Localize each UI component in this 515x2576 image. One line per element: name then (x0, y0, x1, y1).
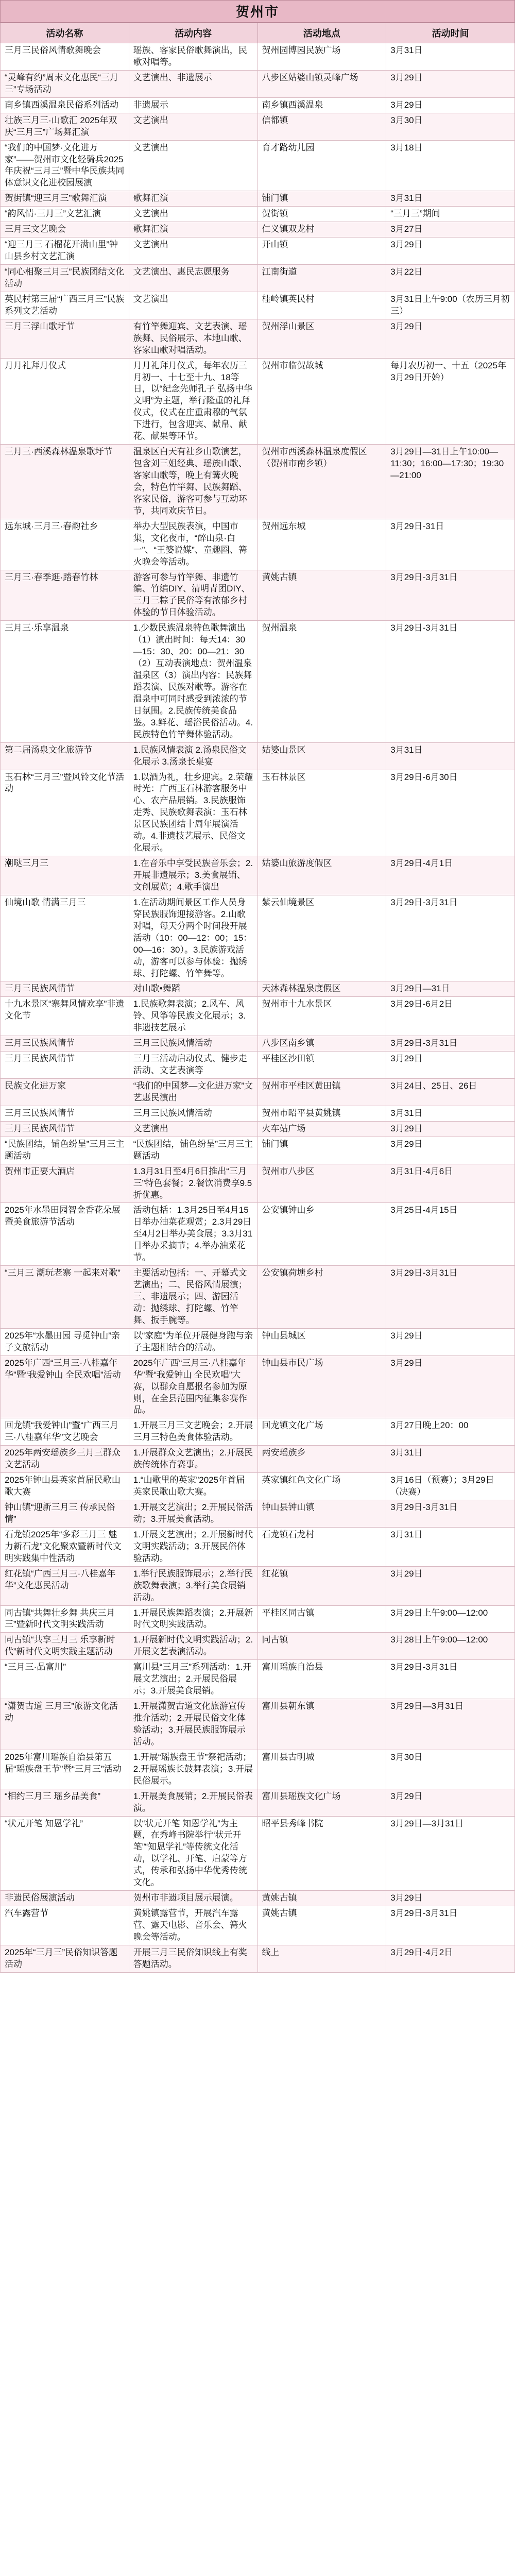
activity-content: 1.在活动期间景区工作人员身穿民族服饰迎接游客。2.山歌对唱，每天分两个时间段开展活动（10：00—12：00；15：00—16：30）。3.民族游戏活动，游客可以参与体验：抛绣球、打陀螺、竹竿舞等。 (129, 895, 258, 981)
activity-content: 主要活动包括：一、开幕式文艺演出；二、民俗风情展演；三、非遗展示；四、游园活动：抛绣球、打陀螺、竹竿舞、扳手腕等。 (129, 1266, 258, 1329)
table-row (1, 1418, 515, 1446)
activity-content: 黄姚镇露营节，开展汽车露营、露天电影、音乐会、篝火晚会等活动。 (129, 1906, 258, 1945)
table-row (1, 519, 515, 570)
activity-place: 钟山县市民广场 (258, 1355, 386, 1418)
activity-content: 文艺演出、惠民志愿服务 (129, 265, 258, 292)
activity-name: 贺街镇“迎三月三”歌舞汇演 (1, 191, 129, 207)
activity-name: 月月礼拜月仪式 (1, 358, 129, 445)
activity-name: “状元开笔 知恩学礼” (1, 1816, 129, 1891)
activity-time: 3月29日 (386, 1789, 515, 1816)
activity-place: 桂岭镇英民村 (258, 292, 386, 319)
activity-name: 三月三民俗风情歌舞晚会 (1, 43, 129, 71)
header-name: 活动名称 (1, 23, 129, 43)
activity-content: 文艺演出 (129, 140, 258, 191)
activity-place: 贺街镇 (258, 207, 386, 222)
activity-place: 平桂区同古镇 (258, 1605, 386, 1633)
table-row (1, 1164, 515, 1203)
table-row (1, 742, 515, 770)
activity-content: 1.开展文艺演出；2.开展民俗活动；3.开展美食活动。 (129, 1500, 258, 1528)
activity-time: 3月18日 (386, 140, 515, 191)
activity-time: 3月29日 (386, 1891, 515, 1906)
table-row (1, 97, 515, 113)
activity-place: 富川县瑶族文化广场 (258, 1789, 386, 1816)
activity-name: 三月三·西溪森林温泉歌圩节 (1, 445, 129, 519)
activity-content: 1.3月31日至4月6日推出“三月三”特色套餐；2.餐饮消费享9.5折优惠。 (129, 1164, 258, 1203)
activity-name: 三月三民族风情节 (1, 1036, 129, 1052)
activity-content: 文艺演出 (129, 207, 258, 222)
activity-time: 3月29日—3月31日 (386, 1816, 515, 1891)
table-row (1, 621, 515, 742)
table-row (1, 445, 515, 519)
activity-place: 贺州远东城 (258, 519, 386, 570)
activity-time: 3月29日-3月31日 (386, 570, 515, 621)
activity-name: 壮族三月三·山歌汇 2025年双庆“三月三”广场舞汇演 (1, 113, 129, 140)
activity-place: 玉石林景区 (258, 770, 386, 856)
activity-time: 3月29日 (386, 1121, 515, 1137)
activity-content: “民族团结，铺色纷呈”三月三主题活动 (129, 1137, 258, 1164)
activity-place: 红花镇 (258, 1566, 386, 1605)
activity-content: 举办大型民族表演，中国市集，文化夜市，“醉山泉·白一”、“王婆说媒”、童趣圈、篝火晚会等活动。 (129, 519, 258, 570)
table-row (1, 1605, 515, 1633)
table-row (1, 1750, 515, 1789)
activity-place: 黄姚古镇 (258, 1906, 386, 1945)
table-row (1, 1473, 515, 1500)
activity-name: 三月三民族风情节 (1, 1106, 129, 1121)
activity-place: 贺州市昭平县黄姚镇 (258, 1106, 386, 1121)
table-row (1, 1106, 515, 1121)
table-row (1, 997, 515, 1036)
activity-time: 3月29日 (386, 1137, 515, 1164)
activity-time: 3月16日（预赛）；3月29日（决赛） (386, 1473, 515, 1500)
activity-name: 非遗民俗展演活动 (1, 1891, 129, 1906)
table-header-row (1, 23, 515, 43)
activity-name: 2025年水墨田园智金香花朵展暨美食旅游节活动 (1, 1203, 129, 1266)
activity-content: 1.在音乐中享受民族音乐会；2.开展非遗展示；3.美食展销、文创展览；4.歌手演出 (129, 856, 258, 895)
activity-place: 公安镇钟山乡 (258, 1203, 386, 1266)
activity-time: 3月29日-31日 (386, 519, 515, 570)
page-title: 贺州市 (0, 0, 515, 23)
activity-content: 1.开展民族舞蹈表演；2.开展新时代文明实践活动。 (129, 1605, 258, 1633)
table-row (1, 1328, 515, 1355)
activity-time: 3月29日 (386, 238, 515, 265)
activity-name: “我们的中国梦·文化进万家”——贺州市文化轻骑兵2025年庆祝“三月三”暨中华民族共同体意识文化进校园展演 (1, 140, 129, 191)
table-row (1, 1079, 515, 1106)
table-row (1, 319, 515, 358)
table-row (1, 1633, 515, 1660)
activity-name: “三月三 潮玩老寨 一起来对歌” (1, 1266, 129, 1329)
activity-place: 黄姚古镇 (258, 1891, 386, 1906)
activity-place: 开山镇 (258, 238, 386, 265)
activity-name: 远东城·三月三·春韵社乡 (1, 519, 129, 570)
activity-content: 贺州市非遗项目展示展演。 (129, 1891, 258, 1906)
activity-place: 石龙镇石龙村 (258, 1527, 386, 1566)
activity-time: 3月29日-3月31日 (386, 1500, 515, 1528)
activity-place: 姑婆山景区 (258, 742, 386, 770)
activity-place: 江南街道 (258, 265, 386, 292)
activity-place: 贺州市平桂区黄田镇 (258, 1079, 386, 1106)
activity-time: “三月三”期间 (386, 207, 515, 222)
activity-time: 3月29日—31日 (386, 981, 515, 997)
table-row (1, 1266, 515, 1329)
activity-name: 玉石林“三月三”暨风铃文化节活动 (1, 770, 129, 856)
activity-time: 3月31日 (386, 1446, 515, 1473)
activity-time: 3月30日 (386, 113, 515, 140)
activity-content: 非遗展示 (129, 97, 258, 113)
activity-content: 三月三活动启动仪式、健步走活动、文艺表演等 (129, 1052, 258, 1079)
table-row (1, 207, 515, 222)
activity-time: 3月29日-3月31日 (386, 1906, 515, 1945)
activity-content: 1.开展群众文艺演出；2.开展民族传统体育赛事。 (129, 1446, 258, 1473)
activity-time: 3月29日-3月31日 (386, 1266, 515, 1329)
table-row (1, 1052, 515, 1079)
table-row (1, 570, 515, 621)
activity-content: 游客可参与竹竿舞、非遗竹编、竹编DIY、清明青团DIY、三月三粽子民俗等有浓郁乡村体验的节日体验活动。 (129, 570, 258, 621)
table-row (1, 1203, 515, 1266)
activity-name: 2025年富川瑶族自治县第五届“瑶族盘王节”暨“三月三”活动 (1, 1750, 129, 1789)
activity-time: 3月29日-6月2日 (386, 997, 515, 1036)
table-row (1, 222, 515, 238)
table-row (1, 1906, 515, 1945)
activity-place: 八步区姑婆山镇灵峰广场 (258, 70, 386, 97)
activity-name: “民族团结，铺色纷呈”三月三主题活动 (1, 1137, 129, 1164)
table-row (1, 1527, 515, 1566)
activity-content: 1.开展文艺演出；2.开展新时代文明实践活动；3.开展民俗体验活动。 (129, 1527, 258, 1566)
activity-content: 1.民族歌舞表演；2.风车、风铃、风筝等民族文化展示；3.非遗技艺展示 (129, 997, 258, 1036)
activity-content: 活动包括：1.3月25日至4月15日举办油菜花观赏；2.3月29日至4月2日举办美食展；3.3月31日举办采摘节；4.举办油菜花节。 (129, 1203, 258, 1266)
activity-time: 3月29日 (386, 319, 515, 358)
activity-time: 3月25日-4月15日 (386, 1203, 515, 1266)
header-content: 活动内容 (129, 23, 258, 43)
activity-place: 贺州园博园民族广场 (258, 43, 386, 71)
activity-place: 铺门镇 (258, 191, 386, 207)
header-place: 活动地点 (258, 23, 386, 43)
activity-name: 三月三浮山歌圩节 (1, 319, 129, 358)
table-row (1, 238, 515, 265)
activity-time: 3月29日 (386, 1355, 515, 1418)
activity-name: 第二届汤泉文化旅游节 (1, 742, 129, 770)
table-row (1, 265, 515, 292)
activity-time: 3月29日 (386, 1566, 515, 1605)
activity-place: 回龙镇文化广场 (258, 1418, 386, 1446)
activity-time: 3月30日 (386, 1750, 515, 1789)
table-row (1, 1566, 515, 1605)
activity-content: 文艺演出 (129, 1121, 258, 1137)
activity-name: 潮哒三月三 (1, 856, 129, 895)
activity-name: 回龙镇“我爱钟山”暨“广西三月三·八桂嘉年华”文艺晚会 (1, 1418, 129, 1446)
table-row (1, 1500, 515, 1528)
activity-time: 3月22日 (386, 265, 515, 292)
activity-content: 以“家庭”为单位开展健身跑与亲子主题相结合的活动。 (129, 1328, 258, 1355)
activity-name: 十九水景区“寨舞风情欢享”非遗文化节 (1, 997, 129, 1036)
activity-name: 2025年广西“三月三·八桂嘉年华”暨“我爱钟山 全民欢唱”活动 (1, 1355, 129, 1418)
table-row (1, 895, 515, 981)
table-row (1, 1137, 515, 1164)
activity-name: 钟山镇“迎新三月三 传承民俗情” (1, 1500, 129, 1528)
activity-name: 英民村第三届“广西三月三”民族系列文艺活动 (1, 292, 129, 319)
activity-place: 紫云仙境景区 (258, 895, 386, 981)
activity-time: 3月29日 (386, 1052, 515, 1079)
activity-place: 富川县朝东镇 (258, 1699, 386, 1750)
activity-content: 歌舞汇演 (129, 222, 258, 238)
activity-place: 贺州市八步区 (258, 1164, 386, 1203)
activity-place: 八步区南乡镇 (258, 1036, 386, 1052)
activity-place: 天沐森林温泉度假区 (258, 981, 386, 997)
activity-content: 1.开展三月三文艺晚会；2.开展三月三特色美食体验活动。 (129, 1418, 258, 1446)
activity-place: 贺州市十九水景区 (258, 997, 386, 1036)
activity-place: 贺州浮山景区 (258, 319, 386, 358)
activity-content: 文艺演出 (129, 292, 258, 319)
activity-name: 南乡镇西溪温泉民俗系列活动 (1, 97, 129, 113)
activity-time: 3月24日、25日、26日 (386, 1079, 515, 1106)
activity-name: “灵峰有约”周末文化惠民“三月三”专场活动 (1, 70, 129, 97)
activity-place: 英家镇红色文化广场 (258, 1473, 386, 1500)
activity-content: 歌舞汇演 (129, 191, 258, 207)
activity-name: “三月三·品富川” (1, 1660, 129, 1699)
activity-content: 1.少数民族温泉特色歌舞演出（1）演出时间：每天14：30—15：30、20：00—21：30（2）互动表演地点：贺州温泉温泉区（3）演出内容：民族舞蹈表演、民族对歌等。游客在温泉中可同时感受到浓浓的节日氛围。2.民族传统美食品鉴。3.鲜花、瑶浴民俗活动。4.民族特色竹竿舞体验活动。 (129, 621, 258, 742)
table-row (1, 1945, 515, 1972)
table-row (1, 1355, 515, 1418)
activity-content: 三月三民族风情活动 (129, 1106, 258, 1121)
activity-name: 2025年两安瑶族乡三月三群众文艺活动 (1, 1446, 129, 1473)
table-row (1, 70, 515, 97)
activity-time: 3月31日上午9:00（农历三月初三） (386, 292, 515, 319)
activity-content: 富川县“三月三”系列活动：1.开展文艺演出；2.开展民俗展示；3.开展美食展销。 (129, 1660, 258, 1699)
activity-name: 民族文化进万家 (1, 1079, 129, 1106)
activity-place: 贺州市西溪森林温泉度假区（贺州市南乡镇） (258, 445, 386, 519)
activity-content: 1.开展“瑶族盘王节”祭祀活动；2.开展瑶族长鼓舞表演；3.开展民俗展示。 (129, 1750, 258, 1789)
table-row (1, 1699, 515, 1750)
activity-content: 1.开展新时代文明实践活动；2.开展文艺表演活动。 (129, 1633, 258, 1660)
activity-place: 姑婆山旅游度假区 (258, 856, 386, 895)
activity-name: 三月三民族风情节 (1, 1121, 129, 1137)
activity-place: 昭平县秀峰书院 (258, 1816, 386, 1891)
activity-name: 2025年“水墨田园 寻觅钟山”亲子文旅活动 (1, 1328, 129, 1355)
activity-time: 每月农历初一、十五（2025年3月29日开始） (386, 358, 515, 445)
activity-place: 钟山县钟山镇 (258, 1500, 386, 1528)
activity-content: 有竹竿舞迎宾、文艺表演、瑶族舞、民俗展示、本地山歌、客家山歌对唱活动。 (129, 319, 258, 358)
activity-content: 文艺演出 (129, 113, 258, 140)
table-row (1, 191, 515, 207)
activity-content: 1.以酒为礼，壮乡迎宾。2.荣耀时光：广西玉石林游客服务中心、农产品展销。3.民族服饰走秀、民族歌舞表演：玉石林景区民族团结十周年展演活动。4.非遗技艺展示、民俗文化展示。 (129, 770, 258, 856)
activity-content: 1.举行民族服饰展示；2.举行民族歌舞表演；3.举行美食展销活动。 (129, 1566, 258, 1605)
activity-time: 3月27日 (386, 222, 515, 238)
activity-content: 温泉区白天有社乡山歌演艺，包含刘三姐经典、瑶族山歌、客家山歌等，晚上有篝火晚会，特色竹竿舞、民族舞蹈、客家民俗，游客可参与互动环节，共同欢庆节日。 (129, 445, 258, 519)
table-row (1, 1121, 515, 1137)
activity-time: 3月29日 (386, 1328, 515, 1355)
table-row (1, 113, 515, 140)
header-time: 活动时间 (386, 23, 515, 43)
table-row (1, 1660, 515, 1699)
activity-name: “韵风情·三月三”文艺汇演 (1, 207, 129, 222)
activity-place: 富川瑶族自治县 (258, 1660, 386, 1699)
activity-table (0, 23, 515, 1973)
activity-place: 火车站广场 (258, 1121, 386, 1137)
activity-name: 同古镇“共享三月三 乐享新时代”新时代文明实践主题活动 (1, 1633, 129, 1660)
activity-content: 1.民族风情表演 2.汤泉民俗文化展示 3.汤泉长桌宴 (129, 742, 258, 770)
activity-place: 南乡镇西溪温泉 (258, 97, 386, 113)
activity-name: 红花镇“广西三月三·八桂嘉年华”文化惠民活动 (1, 1566, 129, 1605)
table-row (1, 1446, 515, 1473)
activity-place: 信都镇 (258, 113, 386, 140)
activity-time: 3月29日上午9:00—12:00 (386, 1605, 515, 1633)
activity-place: 贺州市临贺故城 (258, 358, 386, 445)
activity-time: 3月29日—3月31日 (386, 1699, 515, 1750)
activity-name: “同心相聚三月三”民族团结文化活动 (1, 265, 129, 292)
table-row (1, 856, 515, 895)
activity-content: 三月三民族风情活动 (129, 1036, 258, 1052)
activity-time: 3月29日-3月31日 (386, 895, 515, 981)
activity-content: 1.开展潇贺古道文化旅游宣传推介活动；2.开展民俗文化体验活动；3.开展民族服饰展示活动。 (129, 1699, 258, 1750)
activity-name: 汽车露营节 (1, 1906, 129, 1945)
activity-content: 以“状元开笔 知恩学礼”为主题，在秀峰书院举行“状元开笔”“知恩学礼”等传统文化活动，以学礼、开笔、启蒙等方式，传承和弘扬中华优秀传统文化。 (129, 1816, 258, 1891)
activity-name: “迎三月三 石榴花开满山里”钟山县乡村文艺汇演 (1, 238, 129, 265)
activity-place: 平桂区沙田镇 (258, 1052, 386, 1079)
activity-place: 贺州温泉 (258, 621, 386, 742)
activity-time: 3月29日-4月1日 (386, 856, 515, 895)
activity-place: 育才路幼儿园 (258, 140, 386, 191)
table-row (1, 1036, 515, 1052)
activity-content: “我们的中国梦—文化进万家”文艺惠民演出 (129, 1079, 258, 1106)
table-row (1, 358, 515, 445)
activity-place: 铺门镇 (258, 1137, 386, 1164)
activity-name: 三月三·乐享温泉 (1, 621, 129, 742)
activity-name: 三月三文艺晚会 (1, 222, 129, 238)
activity-time: 3月29日-3月31日 (386, 621, 515, 742)
table-row (1, 292, 515, 319)
activity-name: “相约三月三 瑶乡品美食” (1, 1789, 129, 1816)
activity-name: 仙境山歌 情满三月三 (1, 895, 129, 981)
activity-time: 3月31日 (386, 1527, 515, 1566)
activity-place: 同古镇 (258, 1633, 386, 1660)
activity-name: 三月三民族风情节 (1, 981, 129, 997)
activity-content: 月月礼拜月仪式，每年农历三月初一、十七至十九、18等日，以“纪念先师孔子 弘扬中华文明”为主题，举行隆重的礼拜仪式，仪式在庄重肃穆的气氛下进行，包含迎宾、献帛、献花、献果等环节。 (129, 358, 258, 445)
activity-time: 3月27日晚上20：00 (386, 1418, 515, 1446)
activity-place: 公安镇荷塘乡村 (258, 1266, 386, 1329)
activity-name: 三月三·春季逛·踏春竹林 (1, 570, 129, 621)
activity-content: 文艺演出、非遗展示 (129, 70, 258, 97)
activity-time: 3月31日 (386, 742, 515, 770)
table-row (1, 770, 515, 856)
activity-time: 3月31日 (386, 1106, 515, 1121)
activity-place: 仁义镇双龙村 (258, 222, 386, 238)
table-row (1, 1891, 515, 1906)
table-row (1, 140, 515, 191)
activity-time: 3月29日-6月30日 (386, 770, 515, 856)
activity-time: 3月31日 (386, 43, 515, 71)
activity-place: 富川县古明城 (258, 1750, 386, 1789)
activity-name: 2025年“三月三”民俗知识答题活动 (1, 1945, 129, 1972)
activity-name: 三月三民族风情节 (1, 1052, 129, 1079)
table-row (1, 1816, 515, 1891)
activity-name: 石龙镇2025年“多彩三月三 魅力新石龙”文化聚欢暨新时代文明实践集中性活动 (1, 1527, 129, 1566)
activity-time: 3月31日-4月6日 (386, 1164, 515, 1203)
activity-content: 1.开展美食展销；2.开展民俗表演。 (129, 1789, 258, 1816)
activity-place: 黄姚古镇 (258, 570, 386, 621)
table-row (1, 1789, 515, 1816)
activity-time: 3月31日 (386, 191, 515, 207)
activity-content: 文艺演出 (129, 238, 258, 265)
activity-time: 3月29日—31日上午10:00—11:30；16:00—17:30；19:30—21:00 (386, 445, 515, 519)
activity-place: 线上 (258, 1945, 386, 1972)
activity-content: 1.“山歌里的英家”2025年首届英家民歌山歌大赛。 (129, 1473, 258, 1500)
activity-time: 3月29日 (386, 97, 515, 113)
activity-name: 2025年钟山县英家首届民歌山歌大赛 (1, 1473, 129, 1500)
activity-content: 2025年广西“三月三·八桂嘉年华”暨“我爱钟山 全民欢唱”大赛，以群众自愿报名参加为原则，在全县范围内征集参赛作品。 (129, 1355, 258, 1418)
activity-time: 3月29日-3月31日 (386, 1036, 515, 1052)
activity-time: 3月29日-4月2日 (386, 1945, 515, 1972)
activity-content: 对山歌•舞蹈 (129, 981, 258, 997)
table-row (1, 981, 515, 997)
activity-name: “潇贺古道 三月三”旅游文化活动 (1, 1699, 129, 1750)
table-body (1, 43, 515, 1973)
activity-time: 3月28日上午9:00—12:00 (386, 1633, 515, 1660)
activity-content: 开展三月三民俗知识线上有奖答题活动。 (129, 1945, 258, 1972)
activity-place: 钟山县城区 (258, 1328, 386, 1355)
activity-name: 贺州市正要大酒店 (1, 1164, 129, 1203)
activity-time: 3月29日 (386, 70, 515, 97)
activity-name: 同古镇“共舞壮乡舞 共庆三月三”暨新时代文明实践活动 (1, 1605, 129, 1633)
activity-place: 两安瑶族乡 (258, 1446, 386, 1473)
activity-time: 3月29日-3月31日 (386, 1660, 515, 1699)
activity-content: 瑶族、客家民俗歌舞演出，民歌对唱等。 (129, 43, 258, 71)
table-row (1, 43, 515, 71)
